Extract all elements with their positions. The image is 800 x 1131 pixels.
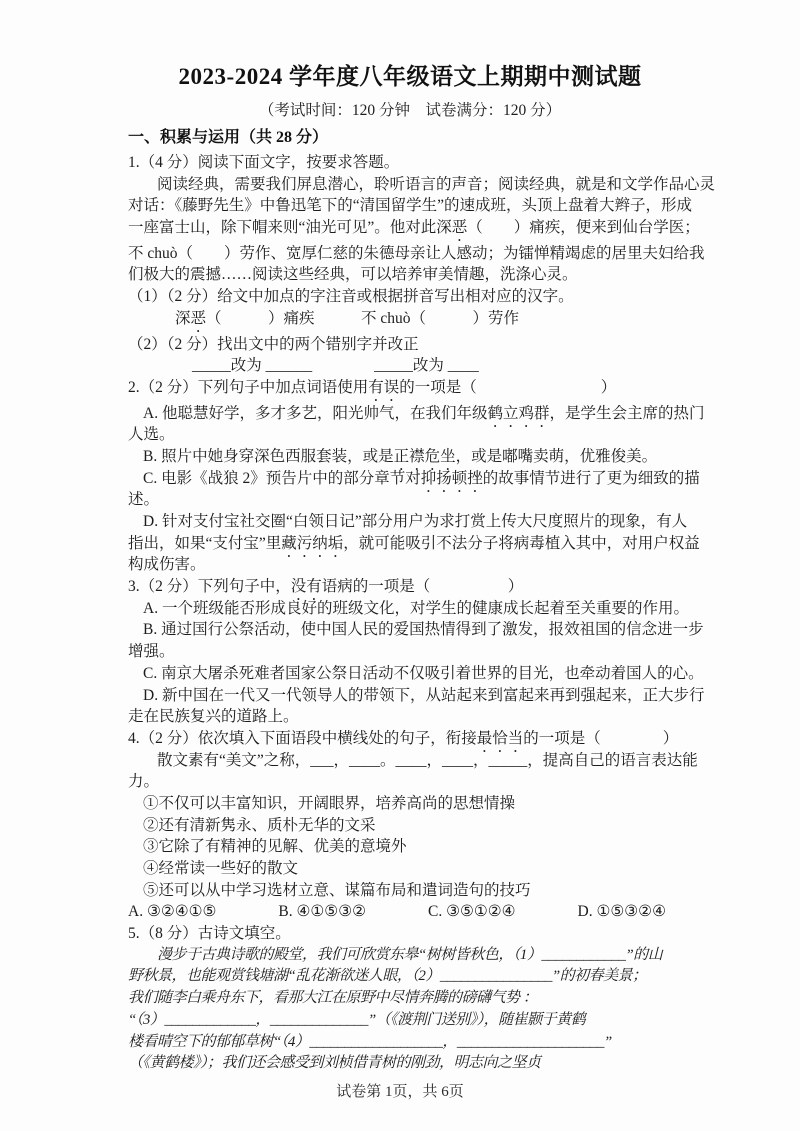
text-run: 深 [175,309,191,327]
text-line [128,308,720,330]
text-run: 野秋景，也能观赏钱塘湖“乱花渐欲迷人眼，（2）________________”的初春美景； [128,968,647,985]
page-footer: 试卷第 1页，共 6页 [336,1084,464,1100]
section-heading: 一、积累与运用（共 28 分） [128,129,329,146]
text-line [128,377,720,399]
text-run: 的故事情节进行了更为细致的描 [482,469,700,487]
emphasis-dotted-text: 恶 [451,219,468,237]
emphasis-dotted-text: 抑扬顿挫 [420,469,483,487]
text-line [128,793,720,815]
text-run: ③它除了有精神的见解、优美的意境外 [143,838,407,856]
text-line [128,685,720,707]
text-run: ②还有清新隽永、质朴无华的文采 [143,816,376,834]
text-line [128,1032,720,1054]
text-run: 述。 [128,491,160,509]
text-run: （2）（2 分）找出文中的两个错别字并改正 [128,335,419,353]
emphasis-dotted-text: 藏污纳垢 [281,534,344,552]
text-line [128,728,720,750]
text-run: A. 他聪慧好学，多才多艺，阳光帅气，在我们年级 [143,404,488,422]
text-line [128,264,720,286]
text-run: B. 通过国行公祭活动，使中国人民的爱国热情得到了激发，报效祖国的信念进一步 [143,621,704,639]
text-run: 们极大的震撼……阅读这些经典，可以培养审美情趣，洗涤心灵。 [128,266,578,284]
text-run: （1）（2 分）给文中加点的字注音或根据拼音写出相对应的汉字。 [128,288,574,306]
text-run: 漫步于古典诗歌的殿堂，我们可欣赏东皋“树树皆秋色，（1）____________”的山 [157,946,663,963]
text-line [128,355,720,377]
text-line [128,511,720,533]
text-line [128,771,720,793]
text-run: （《黄鹤楼》）；我们还会感受到刘桢借青树的刚劲，明志向之坚贞 [128,1055,541,1072]
emphasis-dotted-text: 恶 [190,309,207,327]
text-line [128,286,720,308]
text-line [128,966,720,988]
text-line [128,403,720,425]
emphasis-dotted-text: 鹤立鸡群 [487,404,550,422]
text-line [128,152,720,174]
text-line [128,619,720,641]
text-run: （ ）痛疾，便来到仙台学医； [467,219,700,237]
text-run: ⑤还可以从中学习选材立意、谋篇布局和遣词造句的技巧 [143,881,531,899]
text-run: 增强。 [128,643,175,661]
text-run: 的一项是（ ） [399,378,617,396]
text-run: ①不仅可以丰富知识，开阔眼界，培养高尚的思想情操 [143,794,516,812]
text-line [128,243,720,265]
text-line [128,533,720,555]
text-line [128,1053,720,1075]
text-line [128,424,720,446]
text-run: 散文素有“美文”之称，___，____。____，____，_____，提高自己的语言表达能 [157,751,698,769]
text-run: A. 一个班级能否形成良好的班级文化，对学生的健康成长起着至关重要的作用。 [143,599,689,617]
text-line [128,901,720,923]
text-run: 3.（2 分）下列句子中， [128,578,291,596]
text-line [128,706,720,728]
text-run: 走在民族复兴的道路上。 [128,708,299,726]
document-body [128,152,720,1075]
text-run: 楼看晴空下的郁郁草树“（4）___________________，_____________________” [128,1033,612,1050]
text-run: 构成伤害。 [128,556,206,574]
text-run: 指出，如果“支付宝”里 [128,534,282,552]
emphasis-dotted-text: 最恰当 [476,729,524,747]
emphasis-dotted-text: 有误 [368,378,400,396]
text-run: _____改为 ______ _____改为 ____ [192,357,479,375]
text-line [128,217,720,239]
text-line [128,195,720,217]
text-run: 不 chuò（ ）劳作、宽厚仁慈的朱德母亲让人感动；为镭惮精竭虑的居里夫妇给我 [128,244,705,262]
text-run: B. 照片中她身穿深色西服套装，或是 [143,447,394,465]
text-run: 4.（2 分）依次填入下面语段中横线处的句子，衔接 [128,729,477,747]
text-run: 1.（4 分）阅读下面文字，按要求答题。 [128,154,400,171]
text-run: ，就可能吸引不法分子将病毒植入其中，对用户权益 [343,534,700,552]
emphasis-dotted-text: 没有 [290,578,322,596]
text-line [128,663,720,685]
text-run: ，或是嘟嘴卖萌，优雅俊美。 [455,447,658,465]
text-run: （ ）痛疾 不 chuò（ ）劳作 [206,309,520,327]
text-run: D. 新中国在一代又一代领导人的带领下，从站起来到富起来再到强起来，正大步行 [143,686,705,704]
text-line [128,334,720,356]
text-line [128,815,720,837]
text-run: 我们随李白乘舟东下，看那大江在原野中尽情奔腾的磅礴气势 ： [128,990,538,1007]
page-title: 2023-2024 学年度八年级语文上期期中测试题 [178,64,642,89]
text-line [128,554,720,576]
text-line [128,576,720,598]
text-line [128,468,720,490]
text-line [128,923,720,945]
text-line [128,988,720,1010]
text-run: 人选。 [128,426,175,444]
text-run: C. 电影《战狼 2》预告片中的部分章节对 [143,469,421,487]
exam-info-line: （考试时间：120 分钟 试卷满分：120 分） [258,102,562,119]
text-run: 语病的一项是（ ） [321,578,524,596]
text-line [128,945,720,967]
text-line [128,750,720,772]
text-run: 阅读经典，需要我们屏息潜心，聆听语言的声音；阅读经典，就是和文学作品心灵 [157,175,716,193]
text-run: 5.（8 分）古诗文填空。 [128,925,291,943]
text-run: 一座富士山，除下帽来则“油光可见”。他对此深 [128,219,452,237]
text-line [128,489,720,511]
text-run: 2.（2 分）下列句子中加点词语使用 [128,378,369,396]
text-run: ，是学生会主席的热门 [549,404,705,422]
emphasis-dotted-text: 正襟危坐 [393,447,456,465]
text-line [128,446,720,468]
text-line [128,836,720,858]
text-line [128,598,720,620]
text-line [128,641,720,663]
text-run: 力。 [128,773,160,791]
text-run: ④经常读一些好的散文 [143,860,299,877]
text-line [128,174,720,196]
text-run: C. 南京大屠杀死难者国家公祭日活动不仅吸引着世界的目光，也牵动着国人的心。 [143,664,704,682]
text-line [128,1010,720,1032]
text-line [128,880,720,902]
text-run: “（3）_____________，______________”（《渡荆门送别》），随崔颢于黄鹤 [128,1011,586,1028]
text-run: 对话：《藤野先生》中鲁迅笔下的“清国留学生”的速成班，头顶上盘着大辫子，形成 [128,197,693,215]
text-run: D. 针对支付宝社交圈“白领日记”部分用户为求打赏上传大尺度照片的现象，有人 [143,513,688,530]
text-line [128,858,720,880]
text-run: A. ③②④①⑤ B. ④①⑤③② C. ③⑤①②④ D. ①⑤③②④ [128,903,666,921]
text-run: 的一项是（ ） [523,729,679,747]
